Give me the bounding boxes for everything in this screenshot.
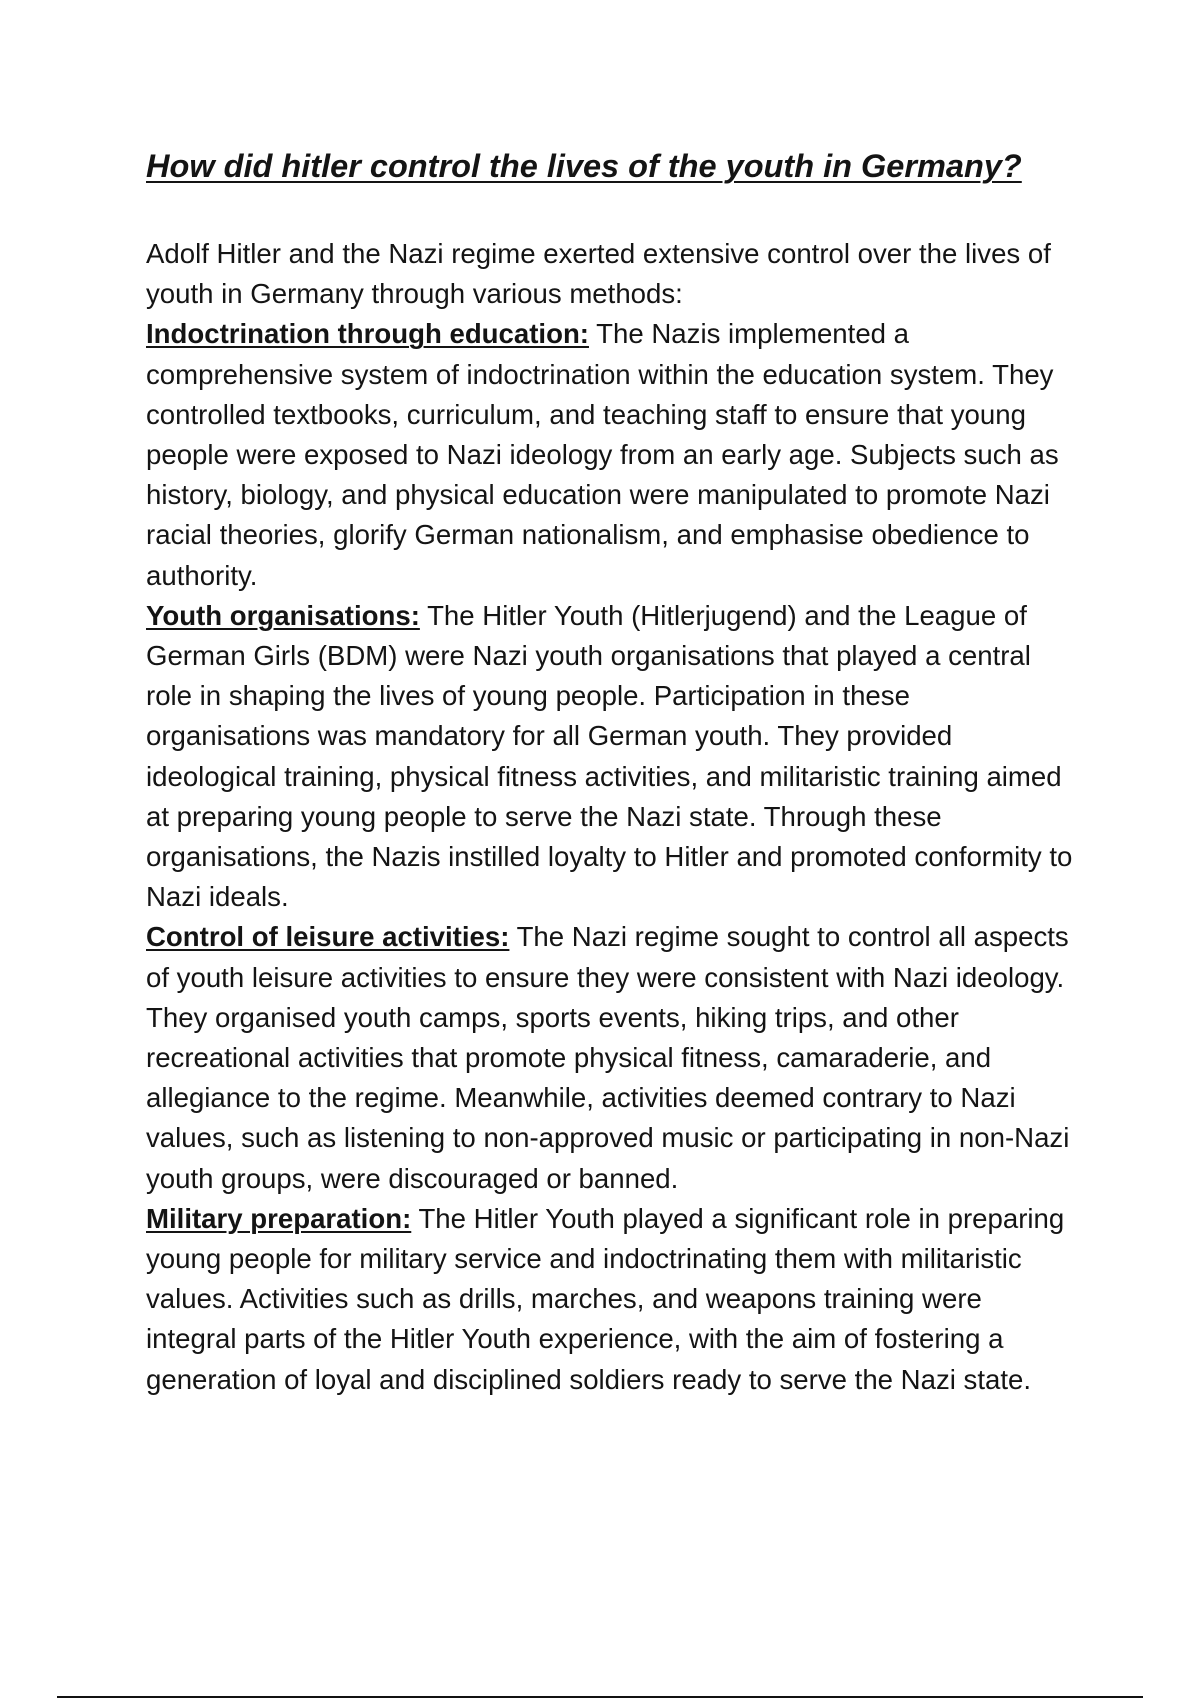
section-heading: Military preparation: xyxy=(146,1202,412,1234)
section-text: The Nazi regime sought to control all aspects of youth leisure activities to ensure they were consistent with Nazi ideology. They organised youth camps, sports events, hiking trips, and other recreational activities that promote physical fitness, camaraderie, and allegiance to the regime. Meanwhile, activities deemed contrary to Nazi values, such as listening to non-approved music or participating in non-Nazi youth groups, were discouraged or banned. xyxy=(146,921,1070,1194)
intro-paragraph: Adolf Hitler and the Nazi regime exerted extensive control over the lives of youth in Germany through various methods: xyxy=(146,238,1051,310)
section-text: The Hitler Youth played a significant role in preparing young people for military service and indoctrinating them with militaristic values. Activities such as drills, marches, and weapons training were integral parts of the Hitler Youth experience, with the aim of fostering a generation of loyal and disciplined soldiers ready to serve the Nazi state. xyxy=(146,1202,1065,1395)
footer-divider xyxy=(57,1696,1143,1698)
section-text: The Hitler Youth (Hitlerjugend) and the League of German Girls (BDM) were Nazi youth organisations that played a central role in shaping the lives of young people. Participation in these organisations was mandatory for all German youth. They provided ideological training, physical fitness activities, and militaristic training aimed at preparing young people to serve the Nazi state. Through these organisations, the Nazis instilled loyalty to Hitler and promoted conformity to Nazi ideals. xyxy=(146,599,1073,913)
section-text: The Nazis implemented a comprehensive system of indoctrination within the education system. They controlled textbooks, curriculum, and teaching staff to ensure that young people were exposed to Nazi ideology from an early age. Subjects such as history, biology, and physical education were manipulated to promote Nazi racial theories, glorify German nationalism, and emphasise obedience to authority. xyxy=(146,318,1059,591)
document-body xyxy=(146,234,1076,1400)
section-heading: Youth organisations: xyxy=(146,599,420,631)
document-page xyxy=(146,142,1076,1400)
section-youth-organisations xyxy=(146,596,1076,918)
section-heading: Control of leisure activities: xyxy=(146,921,510,953)
section-military xyxy=(146,1199,1076,1400)
section-education xyxy=(146,314,1076,595)
section-heading: Indoctrination through education: xyxy=(146,318,589,350)
document-title: How did hitler control the lives of the youth in Germany? xyxy=(146,148,1022,184)
section-leisure xyxy=(146,917,1076,1198)
